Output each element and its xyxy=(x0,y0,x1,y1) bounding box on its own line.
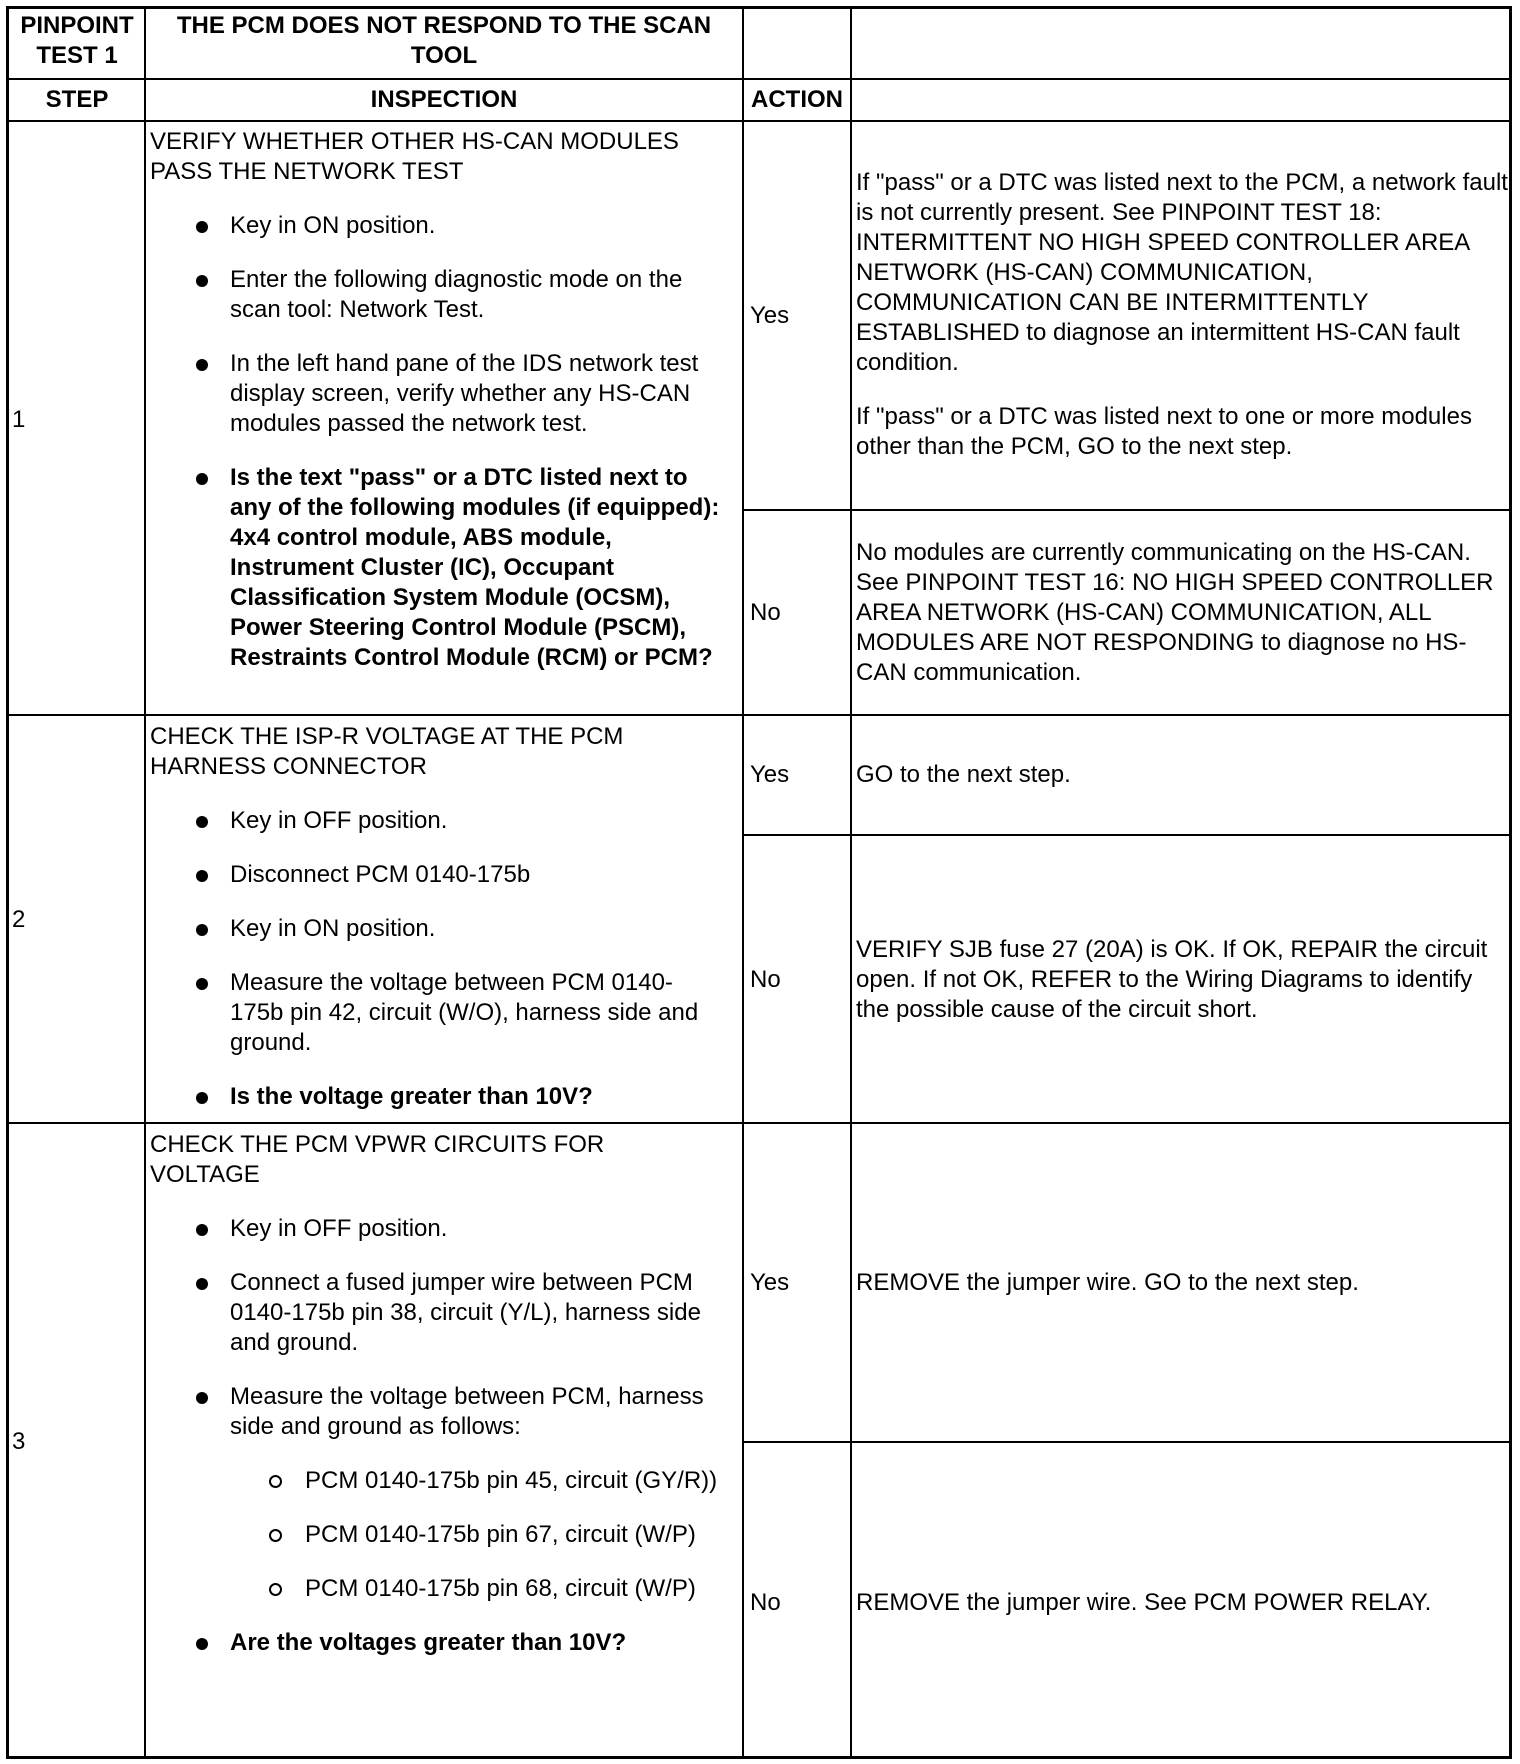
step-1-no-action: No modules are currently communicating on the HS-CAN. See PINPOINT TEST 16: NO HIGH SPEED CONTROLLER AREA NETWORK (HS-CAN) COMMUNICATION, ALL MODULES ARE NOT RESPONDING to diagnose no HS-CAN communication. xyxy=(856,539,1494,686)
step-3-number: 3 xyxy=(12,1428,26,1455)
step-3-yes-action: REMOVE the jumper wire. GO to the next step. xyxy=(856,1269,1359,1296)
step-1-yes-paragraph-1: If "pass" or a DTC was listed next to the PCM, a network fault is not currently present. See PINPOINT TEST 18: INTERMITTENT NO HIGH SPEED CONTROLLER AREA NETWORK (HS-CAN) COMMUNICATION, COMMUNICATION CAN BE INTERMITTENTLY ESTABLISHED to diagnose an intermittent HS-CAN fault condition. xyxy=(856,169,1508,376)
list-item: Key in OFF position. xyxy=(150,806,720,836)
divider-inspection-col xyxy=(742,6,744,1759)
step-2-no-action: VERIFY SJB fuse 27 (20A) is OK. If OK, REPAIR the circuit open. If not OK, REFER to the Wiring Diagrams to identify the possible cause of the circuit short. xyxy=(856,936,1488,1023)
table-border-top xyxy=(6,6,1512,9)
list-item: Key in ON position. xyxy=(150,211,720,241)
list-item: PCM 0140-175b pin 68, circuit (W/P) xyxy=(150,1574,720,1604)
header-step: STEP xyxy=(45,86,109,113)
step-1-question: Is the text "pass" or a DTC listed next to any of the following modules (if equipped): 4x4 control module, ABS module, Instrument Cluster (IC), Occupant Classification System Module (OCSM), Power Steering Control Module (PSCM), Restraints Control Module (RCM) or PCM? xyxy=(150,463,720,673)
step-3-no-action: REMOVE the jumper wire. See PCM POWER RELAY. xyxy=(856,1589,1432,1616)
step-3-bullets xyxy=(150,1214,720,1442)
step-1-yes-paragraph-2: If "pass" or a DTC was listed next to one or more modules other than the PCM, GO to the next step. xyxy=(856,403,1472,460)
list-item: PCM 0140-175b pin 67, circuit (W/P) xyxy=(150,1520,720,1550)
step-2-number: 2 xyxy=(12,906,26,933)
step-3-title: CHECK THE PCM VPWR CIRCUITS FOR VOLTAGE xyxy=(150,1131,605,1188)
list-item: Measure the voltage between PCM, harness side and ground as follows: xyxy=(150,1382,720,1442)
divider-step2-yes-no xyxy=(742,834,1512,836)
step-2-yes-label: Yes xyxy=(750,761,790,788)
divider-step-1-2 xyxy=(6,714,1512,716)
step-3-inspection xyxy=(144,1130,720,1658)
step-1-number: 1 xyxy=(12,406,26,433)
header-test-title: THE PCM DOES NOT RESPOND TO THE SCAN TOOL xyxy=(176,12,712,69)
step-2-inspection xyxy=(144,722,720,1112)
header-inspection: INSPECTION xyxy=(370,86,518,113)
divider-step-2-3 xyxy=(6,1122,1512,1124)
step-3-yes-label: Yes xyxy=(750,1269,790,1296)
header-action: ACTION xyxy=(751,86,843,113)
step-3-subbullets xyxy=(150,1466,720,1604)
step-1-inspection xyxy=(144,127,720,673)
step-2-bullets xyxy=(150,806,720,1112)
list-item: Disconnect PCM 0140-175b xyxy=(150,860,720,890)
list-item: Connect a fused jumper wire between PCM 0140-175b pin 38, circuit (Y/L), harness side and ground. xyxy=(150,1268,720,1358)
list-item: Enter the following diagnostic mode on the scan tool: Network Test. xyxy=(150,265,720,325)
list-item: Key in ON position. xyxy=(150,914,720,944)
list-item: In the left hand pane of the IDS network test display screen, verify whether any HS-CAN modules passed the network test. xyxy=(150,349,720,439)
list-item: PCM 0140-175b pin 45, circuit (GY/R)) xyxy=(150,1466,720,1496)
step-2-question: Is the voltage greater than 10V? xyxy=(150,1082,720,1112)
step-2-title: CHECK THE ISP-R VOLTAGE AT THE PCM HARNESS CONNECTOR xyxy=(150,723,624,780)
step-3-question-list xyxy=(150,1628,720,1658)
header-pinpoint-test: PINPOINT TEST 1 xyxy=(20,12,134,69)
step-2-no-label: No xyxy=(750,966,781,993)
step-1-yes-action xyxy=(850,168,1512,462)
step-1-bullets xyxy=(150,211,720,673)
table-border-left xyxy=(6,6,9,1759)
step-3-no-label: No xyxy=(750,1589,781,1616)
table-border-bottom xyxy=(6,1756,1512,1759)
divider-step1-yes-no xyxy=(742,509,1512,511)
divider-header-2 xyxy=(6,120,1512,122)
divider-step3-yes-no xyxy=(742,1441,1512,1443)
list-item: Key in OFF position. xyxy=(150,1214,720,1244)
step-2-yes-action: GO to the next step. xyxy=(856,761,1071,788)
step-3-question: Are the voltages greater than 10V? xyxy=(150,1628,720,1658)
step-1-title: VERIFY WHETHER OTHER HS-CAN MODULES PASS THE NETWORK TEST xyxy=(150,128,679,185)
list-item: Measure the voltage between PCM 0140-175b pin 42, circuit (W/O), harness side and ground. xyxy=(150,968,720,1058)
step-1-yes-label: Yes xyxy=(750,302,790,329)
step-1-no-label: No xyxy=(750,599,781,626)
divider-header-1 xyxy=(6,78,1512,80)
